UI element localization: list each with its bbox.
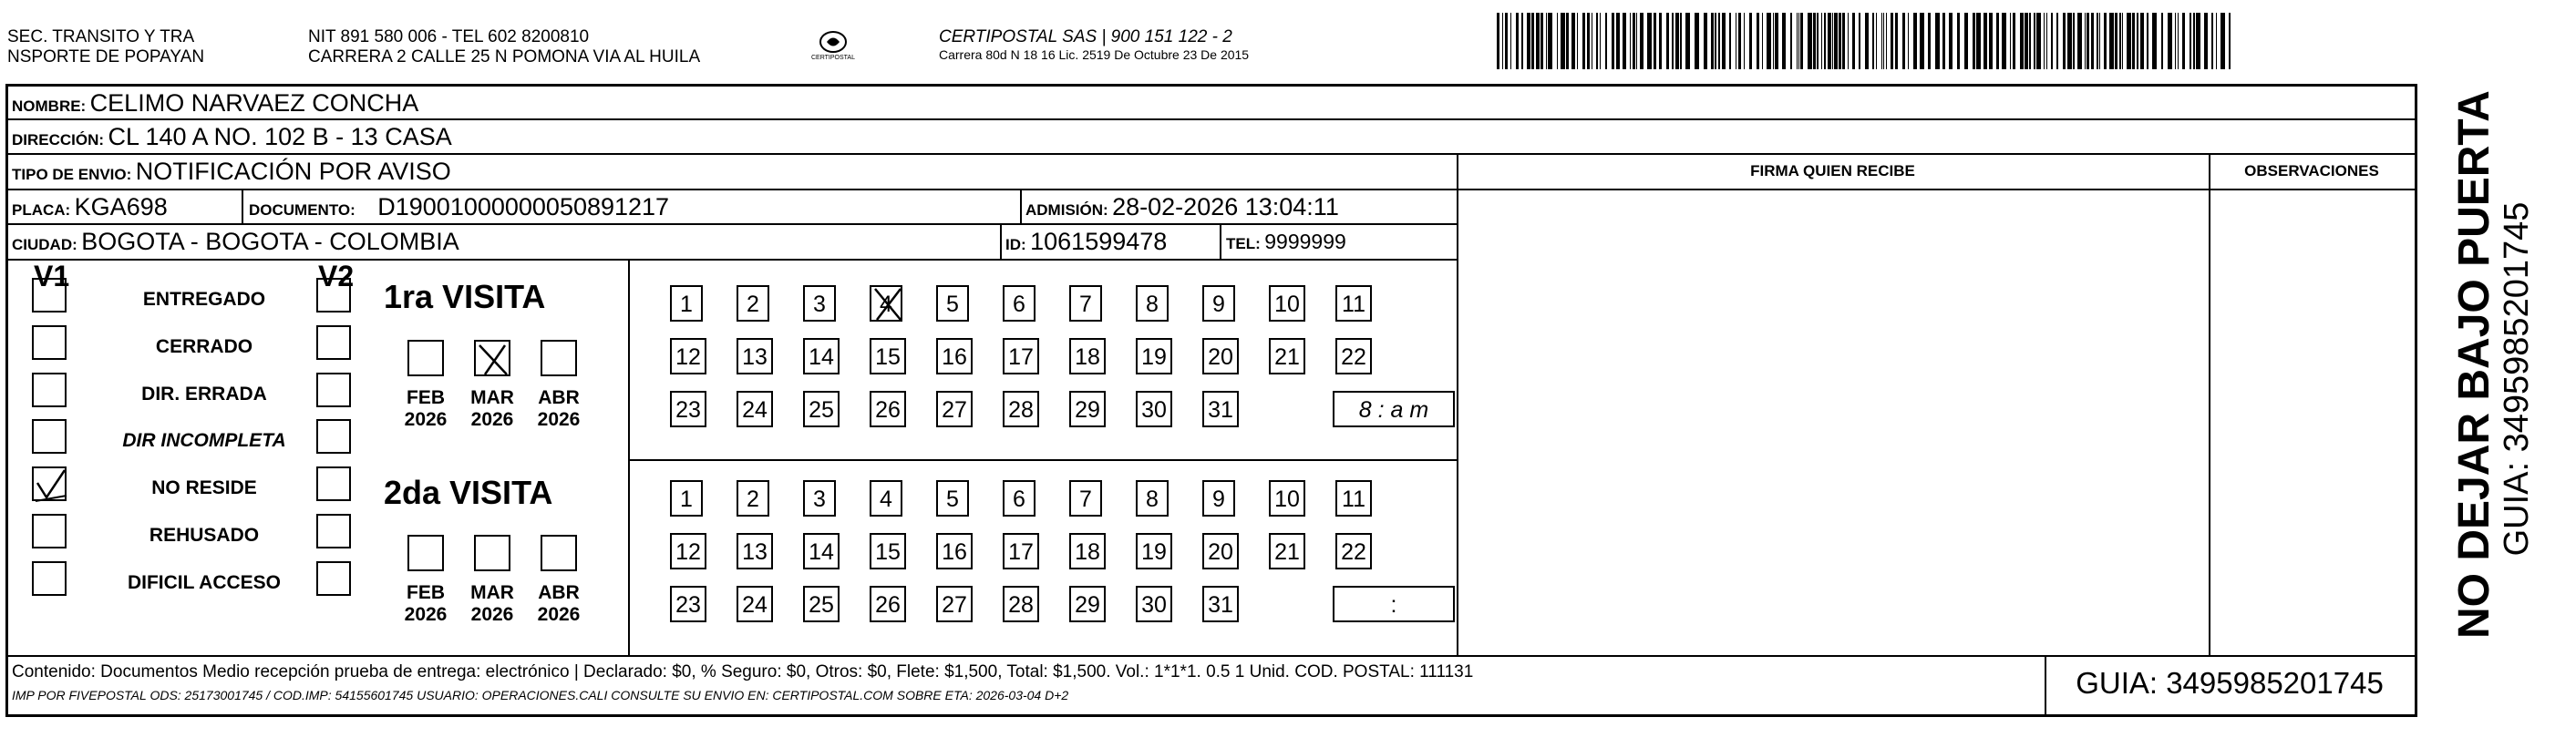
- barcode-bar: [1546, 13, 1547, 69]
- side-notice: [2425, 90, 2561, 639]
- certipostal-logo: [802, 27, 864, 67]
- barcode-bar: [1865, 13, 1869, 69]
- visit2-month-checkbox[interactable]: [407, 535, 444, 571]
- visit1-month-checkbox[interactable]: [407, 340, 444, 376]
- visit2-day[interactable]: 22: [1335, 533, 1372, 569]
- visit2-day[interactable]: 4: [870, 480, 902, 517]
- barcode-bar: [1685, 13, 1690, 69]
- status-label: DIFICIL ACCESO: [127, 572, 281, 593]
- barcode-bar: [1666, 13, 1669, 69]
- visit2-day[interactable]: 17: [1003, 533, 1039, 569]
- barcode-bar: [1497, 13, 1499, 69]
- visit2-month-label: ABR: [538, 582, 580, 603]
- barcode-bar: [1749, 13, 1752, 69]
- barcode-bar: [1521, 13, 1523, 69]
- id-row: [1005, 227, 1167, 261]
- carrier-info: [939, 27, 1249, 63]
- signature-header-label: FIRMA QUIEN RECIBE: [1750, 162, 1915, 179]
- barcode-bar: [1531, 13, 1534, 69]
- visit2-day[interactable]: 27: [936, 586, 973, 622]
- admission-row: [1025, 192, 1339, 226]
- org-line-1: SEC. TRANSITO Y TRA: [7, 27, 195, 46]
- barcode-bar: [2077, 13, 2082, 69]
- status-v1-checkbox[interactable]: [32, 466, 67, 501]
- barcode-bar: [2147, 13, 2148, 69]
- document-row: [249, 192, 669, 226]
- barcode-bar: [1605, 13, 1607, 69]
- barcode-bar: [1935, 13, 1940, 69]
- barcode-bar: [1797, 13, 1798, 69]
- visit1-day[interactable]: 26: [870, 391, 906, 427]
- barcode-bar: [1616, 13, 1620, 69]
- visit1-day[interactable]: 31: [1202, 391, 1239, 427]
- barcode-bar: [1964, 13, 1968, 69]
- visit2-day[interactable]: 26: [870, 586, 906, 622]
- barcode-bar: [1633, 13, 1635, 69]
- barcode-bar: [1775, 13, 1778, 69]
- barcode-bar: [1942, 13, 1945, 69]
- barcode-bar: [1757, 13, 1759, 69]
- barcode-bar: [2097, 13, 2098, 69]
- barcode-bar: [1640, 13, 1643, 69]
- barcode-bar: [1808, 13, 1812, 69]
- barcode-bar: [2115, 13, 2117, 69]
- tel-label: TEL:: [1226, 235, 1261, 252]
- visit1-day[interactable]: 27: [936, 391, 973, 427]
- visit2-day[interactable]: 28: [1003, 586, 1039, 622]
- barcode-bar: [1711, 13, 1714, 69]
- status-label: DIR INCOMPLETA: [122, 430, 286, 451]
- barcode-bar: [1989, 13, 1993, 69]
- status-v1-checkbox[interactable]: [32, 278, 67, 313]
- visit2-day[interactable]: 6: [1003, 480, 1036, 517]
- barcode-bar: [1738, 13, 1741, 69]
- status-label: REHUSADO: [149, 525, 260, 546]
- plate-row: [12, 192, 168, 226]
- visit2-year-label: 2026: [404, 604, 448, 625]
- barcode-bar: [1672, 13, 1674, 69]
- barcode-bar: [2109, 13, 2114, 69]
- barcode-bar: [1881, 13, 1882, 69]
- barcode-bar: [1842, 13, 1845, 69]
- visit2-day[interactable]: 1: [670, 480, 703, 517]
- barcode-bar: [1516, 13, 1519, 69]
- v1-label: V1: [34, 260, 70, 292]
- barcode-bar: [1718, 13, 1720, 69]
- name-value: CELIMO NARVAEZ CONCHA: [89, 89, 419, 117]
- barcode-bar: [1548, 13, 1552, 69]
- visit1-day[interactable]: 22: [1335, 338, 1372, 374]
- barcode-bar: [1996, 13, 1999, 69]
- carrier-line: CERTIPOSTAL SAS | 900 151 122 - 2: [939, 27, 1232, 46]
- visit1-day[interactable]: 6: [1003, 285, 1036, 322]
- send-type-value: NOTIFICACIÓN POR AVISO: [135, 158, 451, 185]
- visit2-month-checkbox[interactable]: [474, 535, 510, 571]
- barcode-bar: [2085, 13, 2086, 69]
- side-warning: NO DEJAR BAJO PUERTA: [2450, 90, 2499, 639]
- visit2-day[interactable]: 29: [1069, 586, 1106, 622]
- visit2-day[interactable]: 23: [670, 586, 706, 622]
- barcode-bar: [2046, 13, 2047, 69]
- barcode-bar: [1920, 13, 1924, 69]
- visit1-year-label: 2026: [470, 409, 514, 430]
- barcode-bar: [1800, 13, 1803, 69]
- barcode-bar: [1773, 13, 1774, 69]
- visit2-day[interactable]: 18: [1069, 533, 1106, 569]
- barcode-bar: [1623, 13, 1626, 69]
- barcode-bar: [1984, 13, 1987, 69]
- barcode-bar: [2132, 13, 2135, 69]
- visit2-day[interactable]: 3: [803, 480, 836, 517]
- observations-header: [2209, 157, 2415, 187]
- barcode-bar: [1828, 13, 1831, 69]
- visit2-day[interactable]: 19: [1136, 533, 1172, 569]
- barcode-bar: [1798, 13, 1799, 69]
- barcode-bar: [1630, 13, 1631, 69]
- name-row: [12, 88, 418, 122]
- visit1-year-label: 2026: [404, 409, 448, 430]
- visit1-month-label: FEB: [407, 387, 445, 408]
- barcode-bar: [2137, 13, 2138, 69]
- visit1-time-field[interactable]: 8 : a m: [1333, 391, 1455, 427]
- visit1-month-checkbox[interactable]: [474, 340, 510, 376]
- barcode-bar: [2091, 13, 2094, 69]
- status-label: CERRADO: [155, 336, 253, 357]
- barcode-bar: [1744, 13, 1745, 69]
- barcode-bar: [1832, 13, 1833, 69]
- status-label: ENTREGADO: [142, 289, 266, 310]
- status-v2-checkbox[interactable]: [316, 514, 351, 548]
- visit2-year-label: 2026: [470, 604, 514, 625]
- barcode-bar: [1976, 13, 1981, 69]
- barcode-bar: [1821, 13, 1822, 69]
- carrier-license: Carrera 80d N 18 16 Lic. 2519 De Octubre 23 De 2015: [939, 47, 1250, 62]
- visit1-day[interactable]: 16: [936, 338, 973, 374]
- barcode-bar: [1852, 13, 1855, 69]
- tel-value: 9999999: [1264, 230, 1346, 253]
- status-v2-checkbox[interactable]: [316, 325, 351, 360]
- barcode-bar: [1582, 13, 1585, 69]
- barcode-bar: [1729, 13, 1731, 69]
- visit1-day[interactable]: 20: [1202, 338, 1239, 374]
- visit1-day[interactable]: 19: [1136, 338, 1172, 374]
- barcode-bar: [2002, 13, 2006, 69]
- barcode-bar: [1527, 13, 1530, 69]
- visit1-month-checkbox[interactable]: [541, 340, 577, 376]
- barcode-bar: [1722, 13, 1726, 69]
- barcode-bar: [2168, 13, 2172, 69]
- visit1-day[interactable]: 29: [1069, 391, 1106, 427]
- visit2-day[interactable]: 16: [936, 533, 973, 569]
- name-label: NOMBRE:: [12, 97, 87, 115]
- visit1-title: 1ra VISITA: [384, 278, 546, 315]
- visit1-day[interactable]: 7: [1069, 285, 1102, 322]
- visit1-day[interactable]: 9: [1202, 285, 1235, 322]
- city-value: BOGOTA - BOGOTA - COLOMBIA: [81, 228, 459, 255]
- barcode-bar: [1817, 13, 1819, 69]
- address-row: [12, 122, 452, 156]
- barcode-bar: [1891, 13, 1893, 69]
- barcode-bar: [2044, 13, 2045, 69]
- side-guide: GUIA: 3495985201745: [2498, 201, 2536, 557]
- visit2-day[interactable]: 9: [1202, 480, 1235, 517]
- barcode-bar: [2067, 13, 2072, 69]
- visit2-day[interactable]: 15: [870, 533, 906, 569]
- barcode-bar: [1566, 13, 1569, 69]
- footer-content: Contenido: Documentos Medio recepción prueba de entrega: electrónico | Declarado: $0, % Seguro: $0, Otros: $0, Flete: $1,500, Total: $1,500. Vol.: 1*1*1. 0.5 1 Unid. COD. POSTAL: 111131: [12, 662, 1474, 681]
- visit1-month-label: ABR: [538, 387, 580, 408]
- barcode-bar: [1561, 13, 1565, 69]
- visit2-day[interactable]: 14: [803, 533, 840, 569]
- barcode-bar: [1762, 13, 1763, 69]
- barcode-bar: [2010, 13, 2011, 69]
- visit2-day[interactable]: 21: [1269, 533, 1305, 569]
- visit1-day[interactable]: 14: [803, 338, 840, 374]
- org-name: [7, 27, 204, 67]
- visit2-day[interactable]: 12: [670, 533, 706, 569]
- visit2-day[interactable]: 20: [1202, 533, 1239, 569]
- barcode-bar: [1600, 13, 1601, 69]
- org-line-2: NSPORTE DE POPAYAN: [7, 47, 205, 67]
- barcode-bar: [1895, 13, 1898, 69]
- org-contact: [308, 27, 700, 67]
- barcode-bar: [2063, 13, 2066, 69]
- plate-label: PLACA:: [12, 201, 71, 219]
- visit2-month-checkbox[interactable]: [541, 535, 577, 571]
- visit1-month-label: MAR: [470, 387, 514, 408]
- barcode-bar: [2029, 13, 2031, 69]
- visit1-day[interactable]: 25: [803, 391, 840, 427]
- visit1-day[interactable]: 12: [670, 338, 706, 374]
- barcode-bar: [1571, 13, 1575, 69]
- barcode: [1495, 13, 2233, 69]
- barcode-bar: [1782, 13, 1786, 69]
- barcode-bar: [2104, 13, 2107, 69]
- barcode-bar: [1704, 13, 1707, 69]
- id-label: ID:: [1005, 236, 1026, 253]
- barcode-bar: [2204, 13, 2208, 69]
- visit2-day[interactable]: 7: [1069, 480, 1102, 517]
- barcode-bar: [1908, 13, 1909, 69]
- barcode-bar: [1587, 13, 1590, 69]
- barcode-bar: [1839, 13, 1841, 69]
- visit1-day[interactable]: 15: [870, 338, 906, 374]
- barcode-bar: [1536, 13, 1540, 69]
- barcode-bar: [1680, 13, 1682, 69]
- barcode-bar: [1886, 13, 1887, 69]
- barcode-bar: [2087, 13, 2089, 69]
- barcode-bar: [1790, 13, 1792, 69]
- barcode-bar: [1876, 13, 1877, 69]
- barcode-bar: [1612, 13, 1614, 69]
- barcode-bar: [2196, 13, 2200, 69]
- barcode-bar: [2161, 13, 2163, 69]
- barcode-bar: [1928, 13, 1931, 69]
- barcode-bar: [2175, 13, 2176, 69]
- barcode-bar: [2119, 13, 2121, 69]
- send-type-row: [12, 157, 451, 190]
- visit2-day[interactable]: 13: [737, 533, 773, 569]
- footer-guide: GUIA: 3495985201745: [2076, 666, 2384, 700]
- barcode-bar: [2122, 13, 2123, 69]
- status-v1-checkbox[interactable]: [32, 514, 67, 548]
- barcode-bar: [1859, 13, 1860, 69]
- visit1-day[interactable]: 10: [1269, 285, 1305, 322]
- visit2-title: 2da VISITA: [384, 474, 553, 511]
- barcode-bar: [2229, 13, 2231, 69]
- city-row: [12, 227, 459, 261]
- observations-header-label: OBSERVACIONES: [2244, 162, 2379, 179]
- v2-label: V2: [318, 260, 355, 292]
- visit1-day[interactable]: 17: [1003, 338, 1039, 374]
- barcode-bar: [2034, 13, 2035, 69]
- barcode-bar: [2013, 13, 2015, 69]
- visit1-day[interactable]: 11: [1335, 285, 1372, 322]
- barcode-bar: [1636, 13, 1637, 69]
- barcode-bar: [2216, 13, 2217, 69]
- logo-text: CERTIPOSTAL: [811, 55, 855, 61]
- visit2-day[interactable]: 8: [1136, 480, 1169, 517]
- visit2-day[interactable]: 24: [737, 586, 773, 622]
- barcode-bar: [2099, 13, 2100, 69]
- visit1-day[interactable]: 1: [670, 285, 703, 322]
- id-value: 1061599478: [1030, 228, 1168, 255]
- visit1-day[interactable]: 3: [803, 285, 836, 322]
- barcode-bar: [1654, 13, 1656, 69]
- barcode-bar: [2193, 13, 2195, 69]
- plate-value: KGA698: [74, 193, 168, 220]
- visit2-year-label: 2026: [537, 604, 581, 625]
- status-v2-checkbox[interactable]: [316, 561, 351, 596]
- barcode-bar: [1695, 13, 1699, 69]
- barcode-bar: [1957, 13, 1960, 69]
- status-label: DIR. ERRADA: [141, 384, 267, 405]
- barcode-bar: [1834, 13, 1838, 69]
- visit1-day[interactable]: 28: [1003, 391, 1039, 427]
- barcode-bar: [1510, 13, 1511, 69]
- status-v2-checkbox[interactable]: [316, 419, 351, 454]
- status-v2-checkbox[interactable]: [316, 373, 351, 407]
- barcode-bar: [2211, 13, 2213, 69]
- status-v1-checkbox[interactable]: [32, 561, 67, 596]
- barcode-bar: [1813, 13, 1816, 69]
- barcode-bar: [2073, 13, 2075, 69]
- barcode-bar: [1577, 13, 1578, 69]
- barcode-bar: [1659, 13, 1662, 69]
- barcode-bar: [1505, 13, 1508, 69]
- address-line: CARRERA 2 CALLE 25 N POMONA VIA AL HUILA: [308, 47, 701, 67]
- document-value: D19001000000050891217: [377, 193, 670, 220]
- visit2-day[interactable]: 5: [936, 480, 969, 517]
- visit1-day[interactable]: 23: [670, 391, 706, 427]
- status-v1-checkbox[interactable]: [32, 325, 67, 360]
- delivery-form: [5, 84, 2417, 717]
- status-label: NO RESIDE: [151, 477, 257, 498]
- status-v1-checkbox[interactable]: [32, 373, 67, 407]
- city-label: CIUDAD:: [12, 236, 77, 253]
- visit2-day[interactable]: 31: [1202, 586, 1239, 622]
- barcode-bar: [2051, 13, 2053, 69]
- barcode-bar: [1502, 13, 1503, 69]
- barcode-bar: [2178, 13, 2179, 69]
- barcode-bar: [1824, 13, 1826, 69]
- nit-line: NIT 891 580 006 - TEL 602 8200810: [308, 27, 590, 46]
- status-v1-checkbox[interactable]: [32, 419, 67, 454]
- visit1-day[interactable]: 2: [737, 285, 769, 322]
- barcode-bar: [1883, 13, 1884, 69]
- address-value: CL 140 A NO. 102 B - 13 CASA: [108, 123, 452, 150]
- barcode-bar: [2036, 13, 2041, 69]
- barcode-bar: [1715, 13, 1716, 69]
- admission-label: ADMISIÓN:: [1025, 201, 1108, 219]
- visit1-year-label: 2026: [537, 409, 581, 430]
- barcode-bar: [2152, 13, 2157, 69]
- barcode-bar: [2025, 13, 2028, 69]
- barcode-bar: [1540, 13, 1543, 69]
- visit1-day[interactable]: 5: [936, 285, 969, 322]
- visit1-day[interactable]: 8: [1136, 285, 1169, 322]
- status-v2-checkbox[interactable]: [316, 466, 351, 501]
- admission-value: 28-02-2026 13:04:11: [1112, 193, 1339, 220]
- barcode-bar: [1596, 13, 1598, 69]
- visit1-day[interactable]: 18: [1069, 338, 1106, 374]
- status-v2-checkbox[interactable]: [316, 278, 351, 313]
- tel-row: [1226, 227, 1346, 260]
- signature-header: [1457, 157, 2209, 187]
- visit2-day[interactable]: 25: [803, 586, 840, 622]
- visit2-day[interactable]: 11: [1335, 480, 1372, 517]
- barcode-bar: [1902, 13, 1905, 69]
- footer-imp: IMP POR FIVEPOSTAL ODS: 25173001745 / COD.IMP: 54155601745 USUARIO: OPERACIONES.CALI CONSULTE SU ENVIO EN: CERTIPOSTAL.COM SOBRE ETA: 2026-03-04 D+2: [12, 688, 1069, 702]
- barcode-bar: [1557, 13, 1558, 69]
- visit1-day[interactable]: 30: [1136, 391, 1172, 427]
- visit1-day[interactable]: 13: [737, 338, 773, 374]
- barcode-bar: [2140, 13, 2144, 69]
- barcode-bar: [1872, 13, 1874, 69]
- visit2-day[interactable]: 10: [1269, 480, 1305, 517]
- barcode-bar: [2127, 13, 2131, 69]
- barcode-bar: [1675, 13, 1679, 69]
- send-type-label: TIPO DE ENVIO:: [12, 166, 132, 183]
- visit2-time-field[interactable]: :: [1333, 586, 1455, 622]
- barcode-bar: [2182, 13, 2185, 69]
- barcode-bar: [1949, 13, 1953, 69]
- barcode-bar: [1913, 13, 1917, 69]
- visit2-day[interactable]: 30: [1136, 586, 1172, 622]
- visit2-month-label: MAR: [470, 582, 514, 603]
- document-label: DOCUMENTO:: [249, 201, 355, 219]
- visit2-month-label: FEB: [407, 582, 445, 603]
- visit1-day[interactable]: 4: [870, 285, 902, 322]
- barcode-bar: [1767, 13, 1771, 69]
- barcode-bar: [1973, 13, 1975, 69]
- barcode-bar: [2221, 13, 2225, 69]
- visit1-day[interactable]: 24: [737, 391, 773, 427]
- barcode-bar: [2056, 13, 2058, 69]
- barcode-bar: [1647, 13, 1652, 69]
- address-label: DIRECCIÓN:: [12, 131, 105, 149]
- visit2-day[interactable]: 2: [737, 480, 769, 517]
- barcode-bar: [1848, 13, 1849, 69]
- barcode-bar: [2020, 13, 2024, 69]
- visit1-day[interactable]: 21: [1269, 338, 1305, 374]
- barcode-bar: [2190, 13, 2191, 69]
